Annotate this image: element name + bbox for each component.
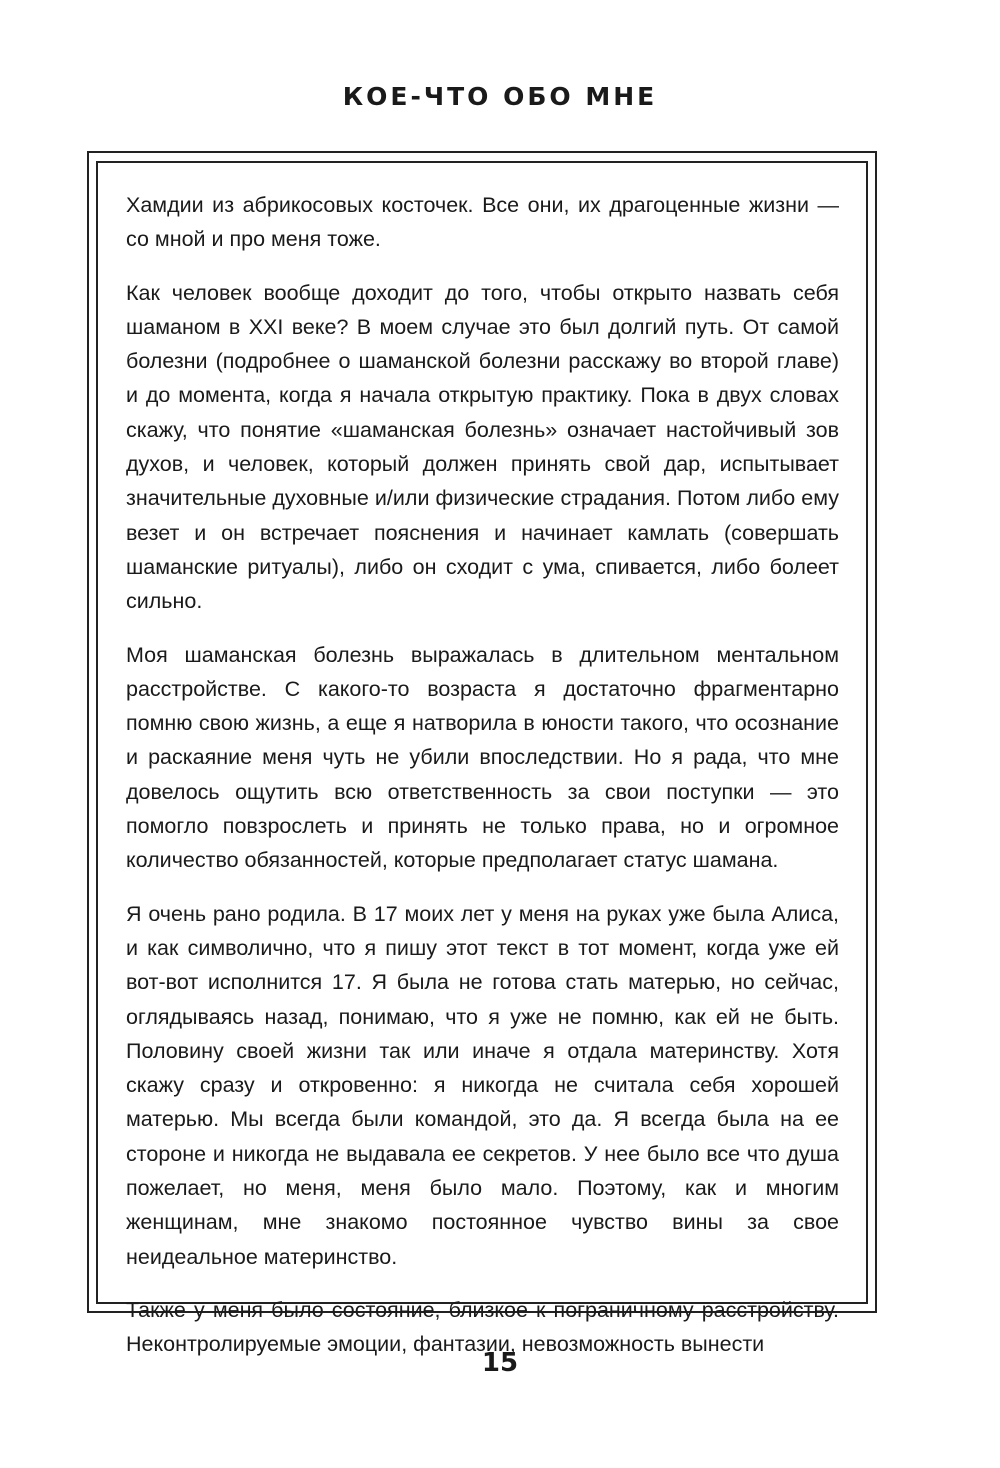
- body-text: [126, 188, 839, 1381]
- paragraph-1: Хамдии из абрикосовых косточек. Все они, их драгоценные жизни — со мной и про меня тоже.: [126, 193, 839, 252]
- paragraph-3: Моя шаманская болезнь выражалась в длительном ментальном расстройстве. С какого-то возраста я достаточно фрагментарно помню свою жизнь, а еще я натворила в юности такого, что осознание и раскаяние меня чуть не убили впоследствии. Но я рада, что мне довелось ощутить всю ответственность за свои поступки — это помогло повзрослеть и принять не только права, но и огромное количество обязанностей, которые предполагает статус шамана.: [126, 642, 839, 873]
- paragraph-2: Как человек вообще доходит до того, чтобы открыто назвать себя шаманом в XXI веке? В моем случае это был долгий путь. От самой болезни (подробнее о шаманской болезни расскажу во второй главе) и до момента, когда я начала открытую практику. Пока в двух словах скажу, что понятие «шаманская болезнь» означает настойчивый зов духов, и человек, который должен принять свой дар, испытывает значительные духовные и/или физические страдания. Потом либо ему везет и он встречает пояснения и начинает камлать (совершать шаманские ритуалы), либо он сходит с ума, спивается, либо болеет сильно.: [126, 280, 839, 614]
- paragraph-4: Я очень рано родила. В 17 моих лет у меня на руках уже была Алиса, и как символично, что я пишу этот текст в тот момент, когда уже ей вот-вот исполнится 17. Я была не готова стать матерью, но сейчас, оглядываясь назад, понимаю, что я уже не помню, как ей не быть. Половину своей жизни так или иначе я отдала материнству. Хотя скажу сразу и откровенно: я никогда не считала себя хорошей матерью. Мы всегда были командой, это да. Я всегда была на ее стороне и никогда не выдавала ее секретов. У нее было все что душа пожелает, но меня, меня было мало. Поэтому, как и многим женщинам, мне знакомо постоянное чувство вины за свое неидеальное материнство.: [126, 901, 839, 1269]
- page-number: 15: [481, 1348, 519, 1378]
- paragraph-5: Также у меня было состояние, близкое к пограничному расстройству. Неконтролируемые эмоции, фантазии, невозможность вынести: [126, 1297, 839, 1357]
- running-head: КОЕ-ЧТО ОБО МНЕ: [342, 82, 658, 111]
